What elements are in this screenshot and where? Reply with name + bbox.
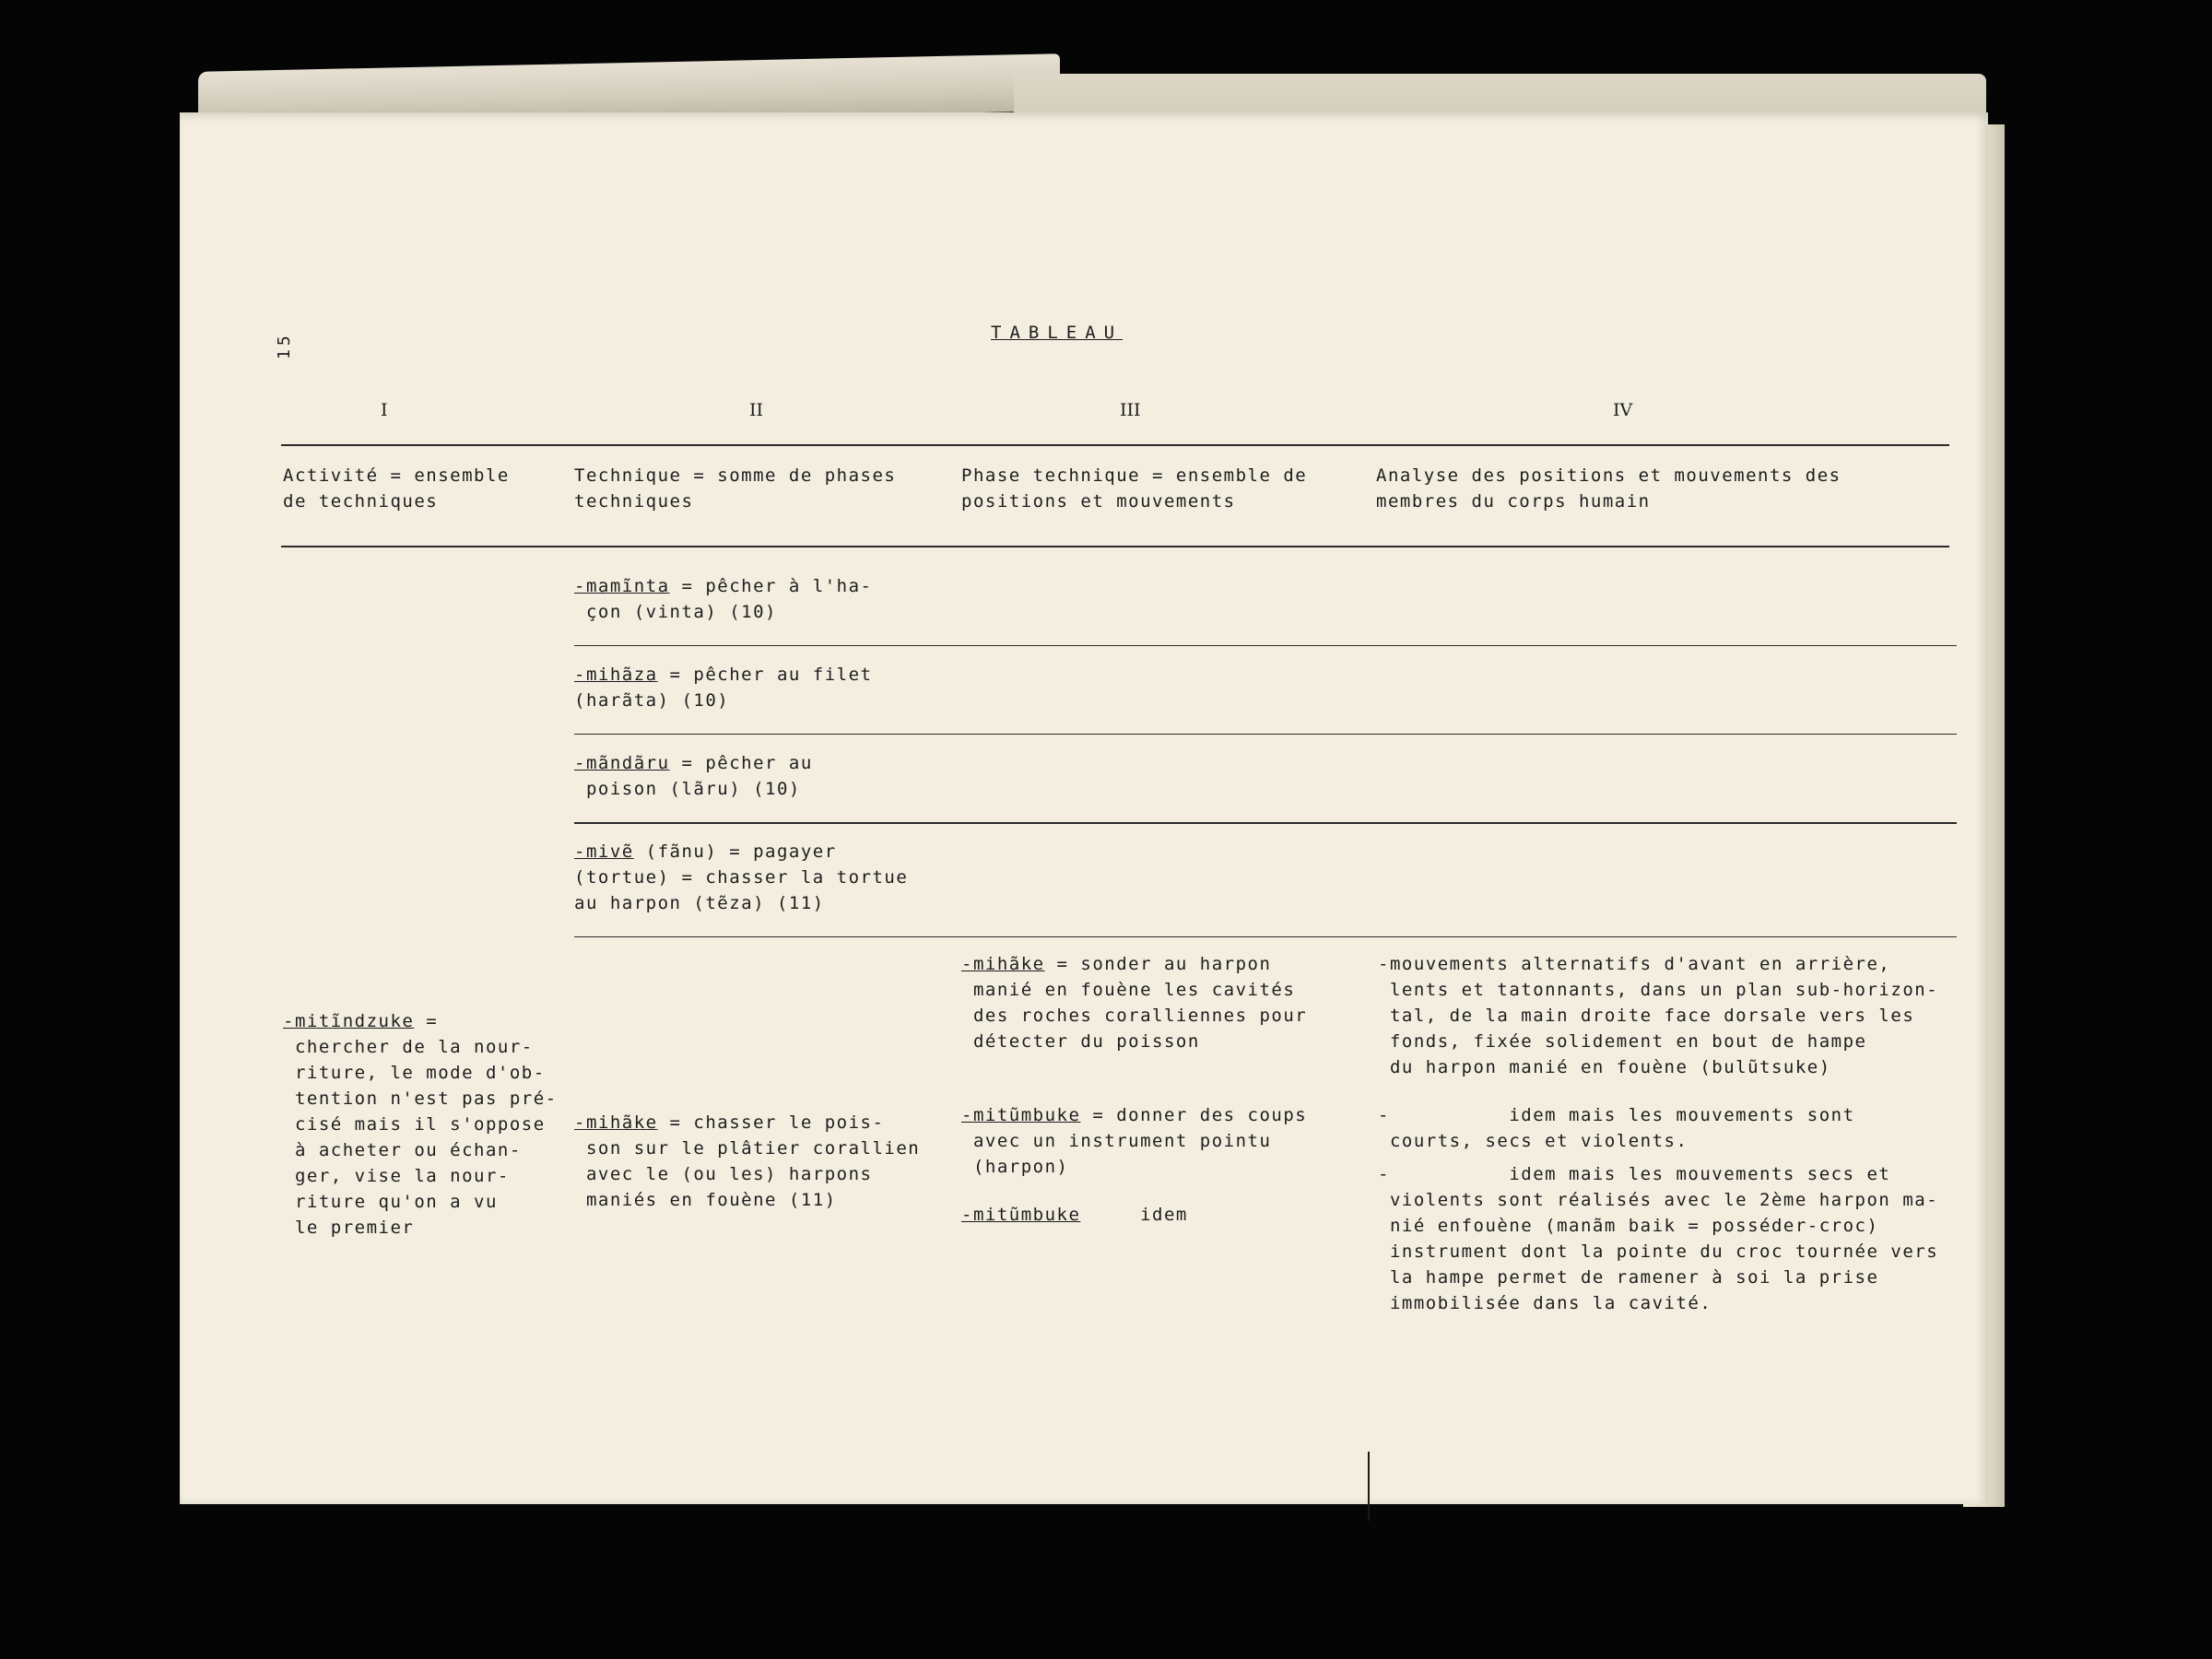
phase-entry: -mitũmbuke idem — [961, 1205, 1188, 1225]
analysis-entry: - idem mais les mouvements secs et violents sont réalisés avec le 2ème harpon ma- nié enfouène (manãm baik = posséder-croc) instrument dont la pointe du croc tournée vers la hampe permet de ramener à soi la prise immobilisée dans la cavité. — [1378, 1164, 1939, 1313]
row-rule — [574, 645, 1957, 646]
rule-top — [281, 444, 1949, 446]
phase-entry: -mihãke = sonder au harpon manié en fouène les cavités des roches coralliennes pour détecter du poisson — [961, 954, 1308, 1052]
phase-entry: -mitũmbuke = donner des coups avec un instrument pointu (harpon) — [961, 1105, 1308, 1177]
analysis-entry: - idem mais les mouvements sont courts, secs et violents. — [1378, 1105, 1855, 1151]
technique-entry: -mãndãru = pêcher au poison (lãru) (10) — [574, 753, 813, 799]
row-rule — [574, 936, 1957, 937]
column-numeral-4: IV — [1613, 400, 1633, 420]
page-number: 15 — [275, 332, 294, 359]
technique-entry: -mihãza = pêcher au filet (harãta) (10) — [574, 665, 873, 711]
column-numeral-2: II — [749, 400, 764, 420]
margin-mark — [1368, 1452, 1370, 1521]
column-numeral-3: III — [1120, 400, 1141, 420]
page-title: TABLEAU — [991, 323, 1124, 343]
row-rule — [574, 822, 1957, 824]
column-numeral-1: I — [381, 400, 388, 420]
row-rule — [574, 734, 1957, 735]
column-header-2: Technique = somme de phases techniques — [574, 465, 897, 512]
analysis-entry: -mouvements alternatifs d'avant en arrière, lents et tatonnants, dans un plan sub-horizon- tal, de la main droite face dorsale vers les fonds, fixée solidement en bout de hampe du harpon manié en fouène (bulũtsuke) — [1378, 954, 1939, 1077]
technique-entry: -mamĩnta = pêcher à l'ha- çon (vinta) (10) — [574, 576, 873, 622]
technique-entry: -mihãke = chasser le pois- son sur le plâtier corallien avec le (ou les) harpons maniés en fouène (11) — [574, 1112, 921, 1210]
column-header-1: Activité = ensemble de techniques — [283, 465, 510, 512]
technique-entry: -mivẽ (fãnu) = pagayer (tortue) = chasser la tortue au harpon (tẽza) (11) — [574, 841, 909, 913]
activity-entry: -mitĩndzuke = chercher de la nour- riture, le mode d'ob- tention n'est pas pré- cisé mais il s'oppose à acheter ou échan- ger, vise la nour- riture qu'on a vu le premier — [283, 1011, 558, 1238]
document-page — [180, 112, 1988, 1504]
rule-header-bottom — [281, 546, 1949, 547]
column-header-3: Phase technique = ensemble de positions et mouvements — [961, 465, 1308, 512]
column-header-4: Analyse des positions et mouvements des membres du corps humain — [1376, 465, 1841, 512]
